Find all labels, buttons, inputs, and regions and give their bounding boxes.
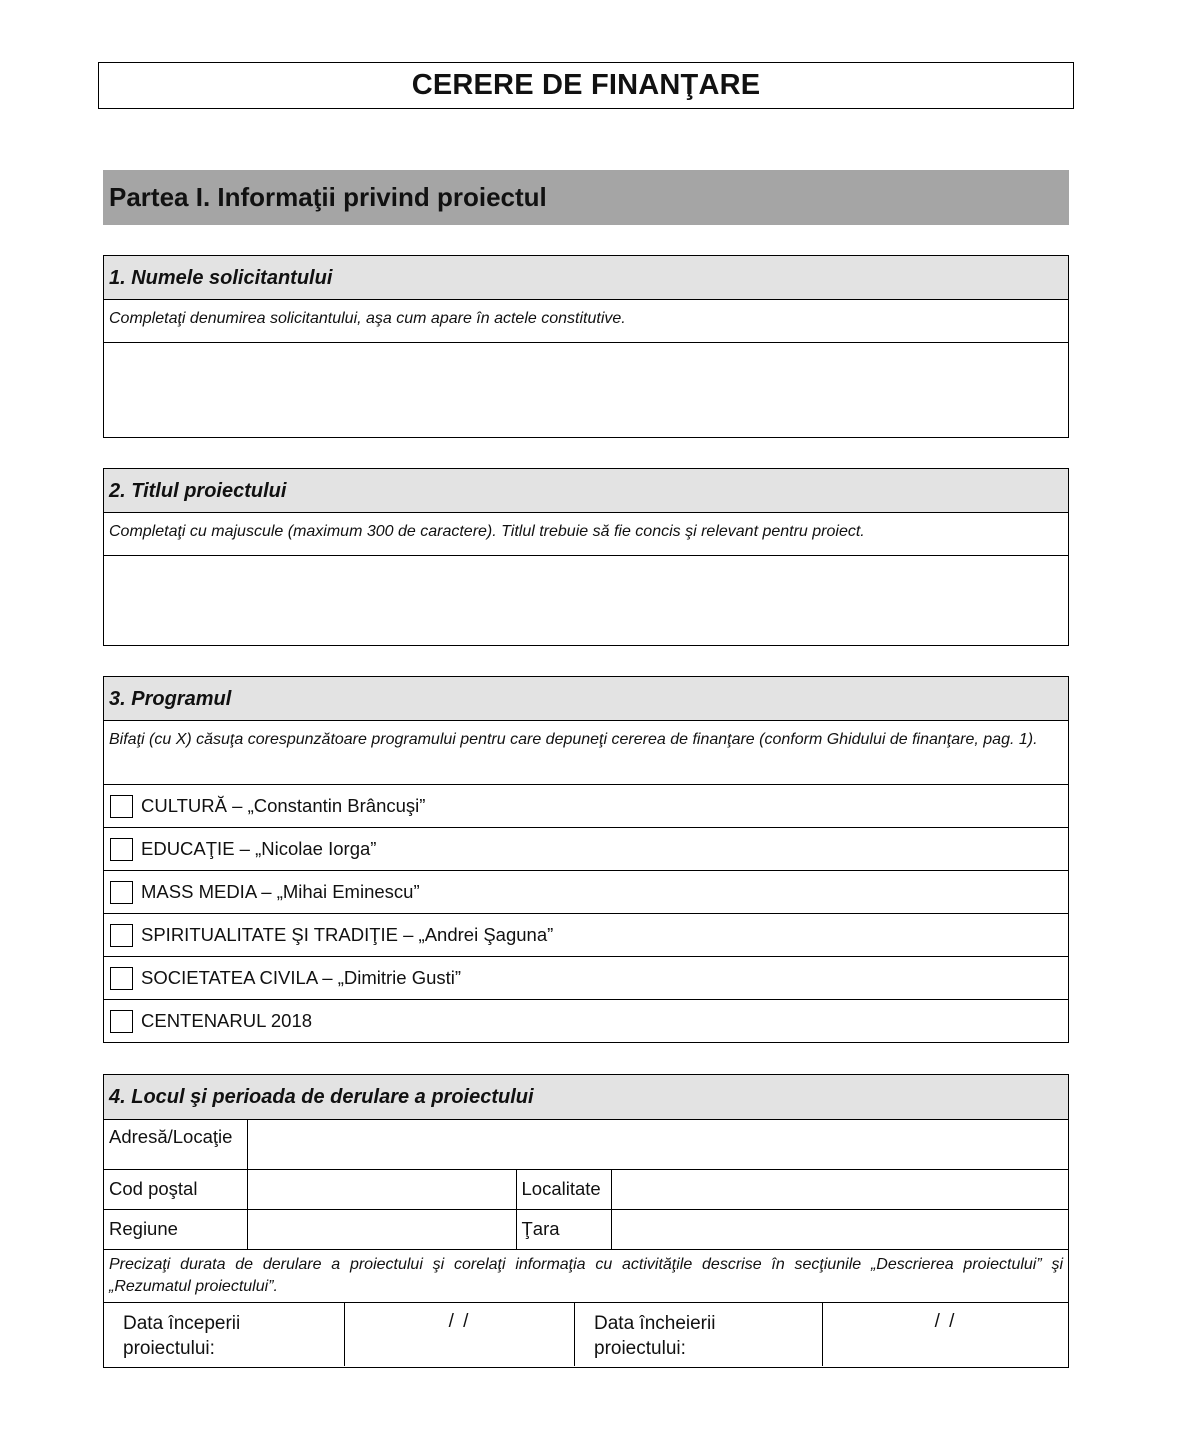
checkbox[interactable] <box>110 838 133 861</box>
section-program <box>103 676 1069 1043</box>
start-date-label-line1: Data începerii <box>123 1313 241 1334</box>
start-date-label <box>104 1303 345 1366</box>
program-option-label: CENTENARUL 2018 <box>141 1010 313 1031</box>
program-option-label: CULTURĂ – „Constantin Brâncuşi” <box>141 795 426 816</box>
section-heading: 4. Locul şi perioada de derulare a proiectului <box>104 1075 1068 1119</box>
section-heading: 1. Numele solicitantului <box>104 256 1068 300</box>
section-instruction: Bifaţi (cu X) căsuţa corespunzătoare programului pentru care depuneţi cererea de finanţare (conform Ghidului de finanţare, pag. 1). <box>109 731 1038 748</box>
start-date-field[interactable]: / / <box>345 1303 575 1366</box>
checkbox[interactable] <box>110 881 133 904</box>
program-option[interactable] <box>104 827 1068 870</box>
part-title: Partea I. Informaţii privind proiectul <box>103 170 1069 225</box>
region-label: Regiune <box>104 1210 247 1250</box>
location-table <box>104 1119 1068 1250</box>
checkbox[interactable] <box>110 795 133 818</box>
section-heading: 2. Titlul proiectului <box>104 469 1068 513</box>
program-option-label: SPIRITUALITATE ŞI TRADIŢIE – „Andrei Şaguna” <box>141 924 554 945</box>
checkbox[interactable] <box>110 1010 133 1033</box>
postal-code-label: Cod poştal <box>104 1170 247 1210</box>
applicant-name-field[interactable] <box>104 343 1068 435</box>
end-date-field[interactable]: / / <box>934 1311 957 1332</box>
program-option[interactable] <box>104 870 1068 913</box>
locality-label: Localitate <box>516 1170 611 1210</box>
country-label: Ţara <box>516 1210 611 1250</box>
end-date-label <box>575 1303 823 1366</box>
end-date-label-line2: proiectului: <box>594 1338 686 1359</box>
country-field[interactable] <box>611 1210 1068 1250</box>
project-dates-row <box>104 1302 1068 1366</box>
section-project-title <box>103 468 1069 646</box>
document-title: CERERE DE FINANŢARE <box>98 62 1074 109</box>
section-location-period <box>103 1074 1069 1368</box>
end-date-label-line1: Data încheierii <box>594 1313 716 1334</box>
program-option[interactable] <box>104 956 1068 999</box>
checkbox[interactable] <box>110 924 133 947</box>
program-option-label: SOCIETATEA CIVILA – „Dimitrie Gusti” <box>141 967 462 988</box>
project-title-field[interactable] <box>104 556 1068 643</box>
program-option-label: MASS MEDIA – „Mihai Eminescu” <box>141 881 420 902</box>
section-heading: 3. Programul <box>104 677 1068 721</box>
locality-field[interactable] <box>611 1170 1068 1210</box>
program-option[interactable] <box>104 913 1068 956</box>
section-instruction: Completaţi denumirea solicitantului, aşa cum apare în actele constitutive. <box>104 300 1068 343</box>
section-applicant-name <box>103 255 1069 438</box>
start-date-label-line2: proiectului: <box>123 1338 215 1359</box>
address-label: Adresă/Locaţie <box>104 1120 247 1170</box>
region-field[interactable] <box>247 1210 516 1250</box>
checkbox[interactable] <box>110 967 133 990</box>
section-instruction: Precizaţi durata de derulare a proiectului şi corelaţi informaţia cu activităţile descrise în secţiunile „Descrierea proiectului” şi „Rezumatul proiectului”. <box>109 1256 1063 1295</box>
address-field[interactable] <box>247 1120 1068 1170</box>
section-instruction: Completaţi cu majuscule (maximum 300 de caractere). Titlul trebuie să fie concis şi relevant pentru proiect. <box>104 513 1068 556</box>
program-option[interactable] <box>104 999 1068 1042</box>
program-option-label: EDUCAŢIE – „Nicolae Iorga” <box>141 838 377 859</box>
program-option[interactable] <box>104 784 1068 827</box>
postal-code-field[interactable] <box>247 1170 516 1210</box>
